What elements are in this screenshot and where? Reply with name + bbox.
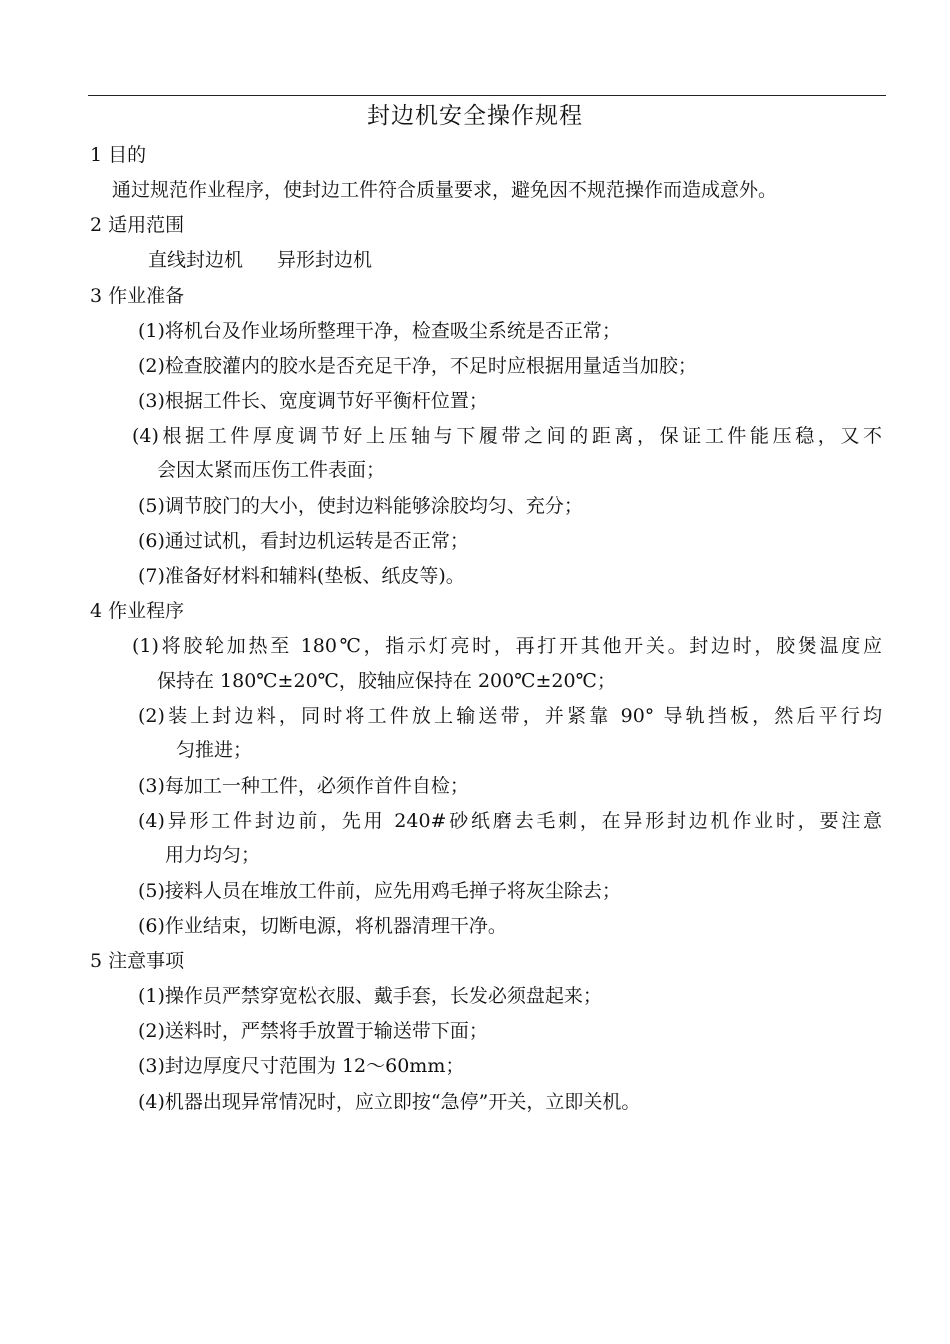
procedure-item-continued: 用力均匀； — [165, 844, 261, 866]
precaution-item: (2)送料时，严禁将手放置于输送带下面； — [138, 1020, 488, 1042]
section-heading-purpose: 1 目的 — [90, 144, 147, 166]
preparation-item: (6)通过试机，看封边机运转是否正常； — [138, 530, 469, 552]
scope-item-shaped: 异形封边机 — [277, 249, 373, 271]
section-heading-preparation: 3 作业准备 — [90, 285, 185, 307]
preparation-item: (4)根据工件厚度调节好上压轴与下履带之间的距离，保证工件能压稳，又不 — [132, 425, 882, 447]
precaution-item: (4)机器出现异常情况时，应立即按“急停”开关，立即关机。 — [138, 1091, 641, 1113]
preparation-item-continued: 会因太紧而压伤工件表面； — [157, 459, 386, 481]
preparation-item: (7)准备好材料和辅料(垫板、纸皮等)。 — [138, 565, 465, 587]
procedure-item-continued: 匀推进； — [176, 739, 253, 761]
procedure-item-continued: 保持在 180℃±20℃，胶轴应保持在 200℃±20℃； — [157, 670, 616, 692]
preparation-item: (1)将机台及作业场所整理干净，检查吸尘系统是否正常； — [138, 320, 621, 342]
precaution-item: (1)操作员严禁穿宽松衣服、戴手套，长发必须盘起来； — [138, 985, 602, 1007]
procedure-item: (6)作业结束，切断电源，将机器清理干净。 — [138, 915, 507, 937]
preparation-item: (2)检查胶灌内的胶水是否充足干净，不足时应根据用量适当加胶； — [138, 355, 697, 377]
procedure-item: (3)每加工一种工件，必须作首件自检； — [138, 775, 469, 797]
document-title: 封边机安全操作规程 — [367, 103, 583, 129]
procedure-item: (2)装上封边料，同时将工件放上输送带，并紧靠 90° 导轨挡板，然后平行均 — [138, 705, 882, 727]
purpose-text: 通过规范作业程序，使封边工件符合质量要求，避免因不规范操作而造成意外。 — [112, 179, 778, 201]
procedure-item: (5)接料人员在堆放工件前，应先用鸡毛掸子将灰尘除去； — [138, 880, 621, 902]
header-rule — [88, 95, 886, 96]
preparation-item: (5)调节胶门的大小，使封边料能够涂胶均匀、充分； — [138, 495, 583, 517]
procedure-item: (4)异形工件封边前，先用 240#砂纸磨去毛刺，在异形封边机作业时，要注意 — [138, 810, 882, 832]
section-heading-precautions: 5 注意事项 — [90, 950, 185, 972]
preparation-item: (3)根据工件长、宽度调节好平衡杆位置； — [138, 390, 488, 412]
section-heading-scope: 2 适用范围 — [90, 214, 185, 236]
precaution-item: (3)封边厚度尺寸范围为 12～60mm； — [138, 1055, 465, 1077]
section-heading-procedure: 4 作业程序 — [90, 600, 185, 622]
scope-item-straight: 直线封边机 — [148, 249, 244, 271]
procedure-item: (1)将胶轮加热至 180℃，指示灯亮时，再打开其他开关。封边时，胶煲温度应 — [132, 635, 882, 657]
scope-list — [148, 246, 372, 274]
